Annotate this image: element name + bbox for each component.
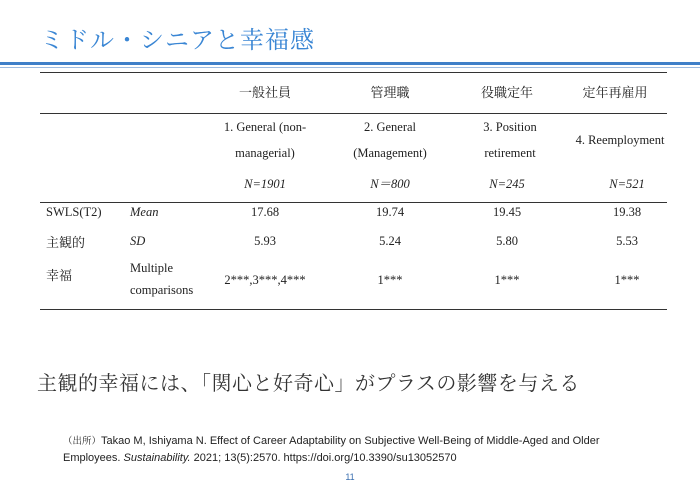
group-en-1-line2: managerial) xyxy=(235,146,295,160)
stat-label-multiple-line1: Multiple xyxy=(130,261,174,275)
mean-value-3: 19.45 xyxy=(492,205,522,219)
group-ja-3: 役職定年 xyxy=(480,86,533,101)
group-en-4 xyxy=(565,132,675,149)
sd-value-4: 5.53 xyxy=(616,234,638,248)
stat-label-mean: Mean xyxy=(130,205,159,219)
title-underline-thin xyxy=(0,67,700,68)
table-header-rule xyxy=(40,113,667,114)
source-line-2 xyxy=(63,450,663,466)
sd-value-3: 5.80 xyxy=(496,234,518,248)
group-ja-1: 一般社員 xyxy=(238,86,291,101)
group-ja-4: 定年再雇用 xyxy=(582,86,648,101)
sd-value-2: 5.24 xyxy=(379,234,401,248)
headline: 主観的幸福には、「関心と好奇心」がプラスの影響を与える xyxy=(37,371,580,395)
group-en-3-line2: retirement xyxy=(484,146,536,160)
mc-value-1: 2***,3***,4*** xyxy=(224,273,306,287)
mean-value-2: 19.74 xyxy=(375,205,405,219)
source-text-1: Takao M, Ishiyama N. Effect of Career Adaptability on Subjective Well-Being of Middle-Aged and Older xyxy=(101,435,600,447)
group-en-3 xyxy=(450,119,570,162)
group-en-2-line1: 2. General xyxy=(363,120,417,134)
page-number: 11 xyxy=(345,472,355,482)
n-value-3: N=245 xyxy=(489,177,525,191)
table-top-rule xyxy=(40,72,667,73)
results-table xyxy=(40,72,667,310)
row-label-subjective: 主観的 xyxy=(46,236,86,251)
group-en-2-line2: (Management) xyxy=(353,146,427,160)
n-value-2: N＝800 xyxy=(370,177,410,191)
row-label-swls: SWLS(T2) xyxy=(46,205,102,219)
title-underline xyxy=(0,62,700,65)
stat-label-sd: SD xyxy=(130,234,146,248)
table-bottom-rule xyxy=(40,309,667,310)
stat-label-multiple-line2: comparisons xyxy=(130,283,194,297)
n-value-4: N=521 xyxy=(609,177,645,191)
mean-value-4: 19.38 xyxy=(612,205,642,219)
mc-value-2: 1*** xyxy=(377,273,403,287)
mc-value-3: 1*** xyxy=(494,273,520,287)
source-citation xyxy=(63,433,663,466)
table-body-rule xyxy=(40,202,667,203)
source-journal: Sustainability. xyxy=(123,452,191,464)
group-en-3-line1: 3. Position xyxy=(483,120,537,134)
group-en-4-line1: 4. Reemployment xyxy=(575,133,665,147)
n-value-1: N=1901 xyxy=(244,177,286,191)
source-text-2-pre: Employees. xyxy=(63,452,124,464)
source-label: （出所） xyxy=(63,436,102,447)
group-en-2 xyxy=(330,119,450,162)
sd-value-1: 5.93 xyxy=(254,234,276,248)
mean-value-1: 17.68 xyxy=(250,205,280,219)
group-en-1-line1: 1. General (non- xyxy=(223,120,307,134)
source-text-2-post: 2021; 13(5):2570. https://doi.org/10.3390/su13052570 xyxy=(190,452,457,464)
group-ja-2: 管理職 xyxy=(370,86,410,101)
row-label-wellbeing: 幸福 xyxy=(46,269,73,284)
slide-title: ミドル・シニアと幸福感 xyxy=(40,26,315,54)
mc-value-4: 1*** xyxy=(614,273,640,287)
group-en-1 xyxy=(200,119,330,162)
source-line-1 xyxy=(63,433,663,450)
